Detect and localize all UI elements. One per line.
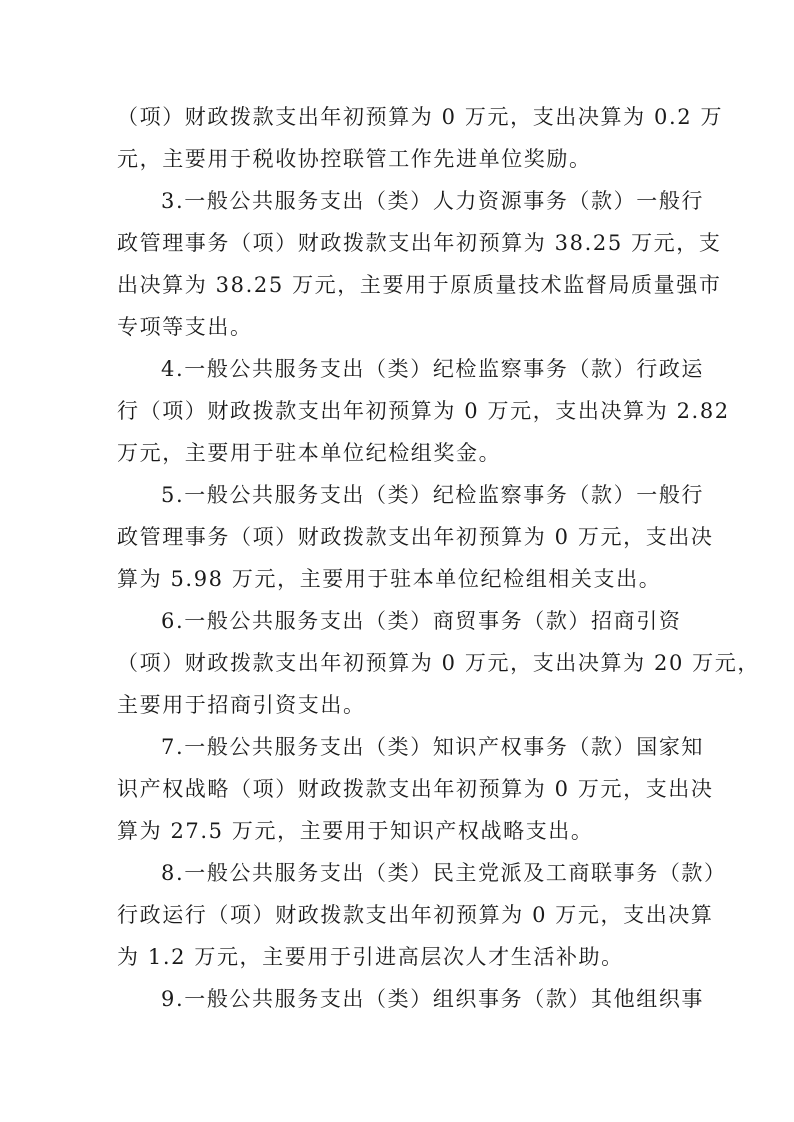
paragraph-line: 识产权战略（项）财政拨款支出年初预算为 0 万元，支出决 [117,777,714,801]
paragraph-line: 6.一般公共服务支出（类）商贸事务（款）招商引资 [161,609,682,633]
paragraph-line: 行政运行（项）财政拨款支出年初预算为 0 万元，支出决算 [117,903,714,927]
paragraph-line: 9.一般公共服务支出（类）组织事务（款）其他组织事 [161,987,705,1011]
paragraph-line: （项）财政拨款支出年初预算为 0 万元，支出决算为 20 万元， [117,651,760,675]
paragraph-line: 行（项）财政拨款支出年初预算为 0 万元，支出决算为 2.82 [117,399,730,423]
paragraph-line: 政管理事务（项）财政拨款支出年初预算为 0 万元，支出决 [117,525,714,549]
paragraph-line: 4.一般公共服务支出（类）纪检监察事务（款）行政运 [161,357,705,381]
paragraph-line: 8.一般公共服务支出（类）民主党派及工商联事务（款） [161,861,727,885]
paragraph-line: 算为 27.5 万元，主要用于知识产权战略支出。 [117,819,594,843]
paragraph-line: 出决算为 38.25 万元，主要用于原质量技术监督局质量强市 [117,273,722,297]
paragraph-line: 万元，主要用于驻本单位纪检组奖金。 [117,441,502,465]
paragraph-line: 3.一般公共服务支出（类）人力资源事务（款）一般行 [161,189,705,213]
paragraph-line: 5.一般公共服务支出（类）纪检监察事务（款）一般行 [161,483,705,507]
paragraph-line: 元，主要用于税收协控联管工作先进单位奖励。 [117,147,592,171]
paragraph-line: （项）财政拨款支出年初预算为 0 万元，支出决算为 0.2 万 [117,105,724,129]
paragraph-line: 主要用于招商引资支出。 [117,693,366,717]
paragraph-line: 政管理事务（项）财政拨款支出年初预算为 38.25 万元，支 [117,231,722,255]
paragraph-line: 算为 5.98 万元，主要用于驻本单位纪检组相关支出。 [117,567,662,591]
paragraph-line: 7.一般公共服务支出（类）知识产权事务（款）国家知 [161,735,705,759]
paragraph-line: 为 1.2 万元，主要用于引进高层次人才生活补助。 [117,945,624,969]
paragraph-line: 专项等支出。 [117,315,253,339]
